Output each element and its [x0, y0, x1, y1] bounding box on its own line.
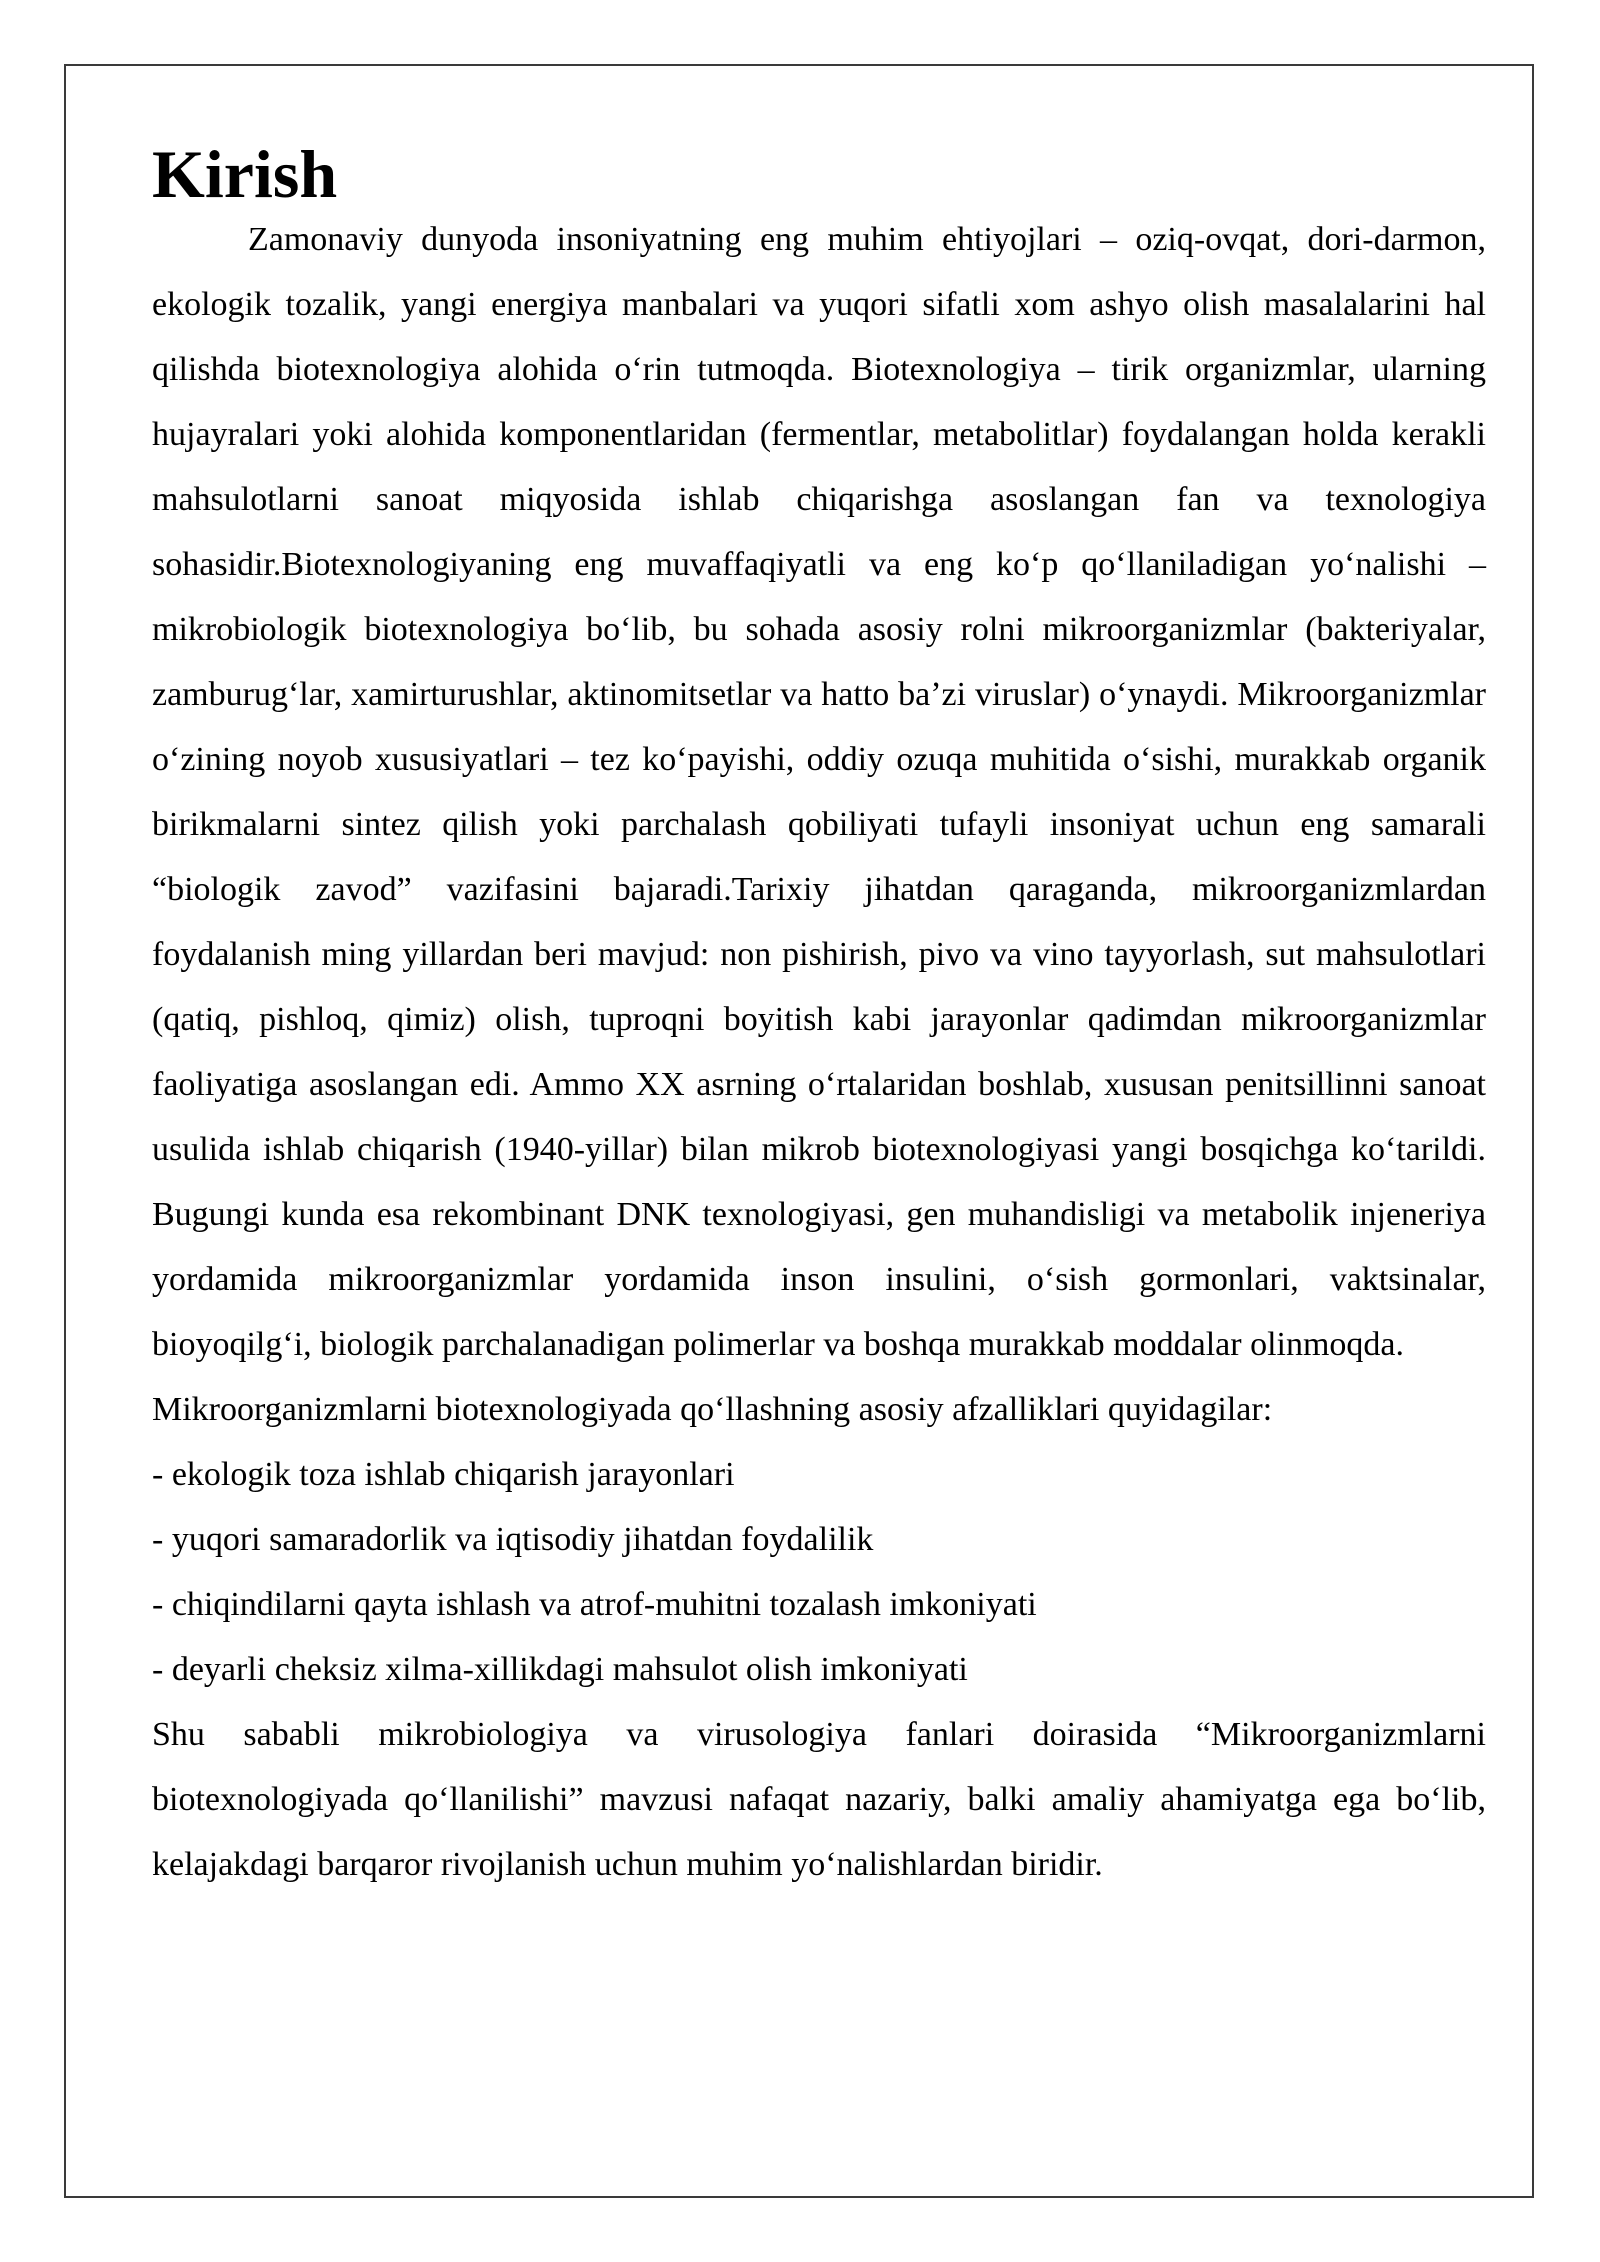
list-item: - deyarli cheksiz xilma-xillikdagi mahsulot olish imkoniyati: [152, 1651, 968, 1688]
intro-paragraph: Zamonaviy dunyoda insoniyatning eng muhim ehtiyojlari – oziq-ovqat, dori-darmon, ekologik tozalik, yangi energiya manbalari va yuqori sifatli xom ashyo olish masalalarini hal qilishda biotexnologiya alohida oʻrin tutmoqda. Biotexnologiya – tirik organizmlar, ularning hujayralari yoki alohida komponentlaridan (fermentlar, metabolitlar) foydalangan holda kerakli mahsulotlarni sanoat miqyosida ishlab chiqarishga asoslangan fan va texnologiya sohasidir.Biotexnologiyaning eng muvaffaqiyatli va eng koʻp qoʻllaniladigan yoʻnalishi – mikrobiologik biotexnologiya boʻlib, bu sohada asosiy rolni mikroorganizmlar (bakteriyalar, zamburugʻlar, xamirturushlar, aktinomitsetlar va hatto baʼzi viruslar) oʻynaydi. Mikroorganizmlar oʻzining noyob xususiyatlari – tez koʻpayishi, oddiy ozuqa muhitida oʻsishi, murakkab organik birikmalarni sintez qilish yoki parchalash qobiliyati tufayli insoniyat uchun eng samarali “biologik zavod” vazifasini bajaradi.Tarixiy jihatdan qaraganda, mikroorganizmlardan foydalanish ming yillardan beri mavjud: non pishirish, pivo va vino tayyorlash, sut mahsulotlari (qatiq, pishloq, qimiz) olish, tuproqni boyitish kabi jarayonlar qadimdan mikroorganizmlar faoliyatiga asoslangan edi. Ammo XX asrning oʻrtalaridan boshlab, xususan penitsillinni sanoat usulida ishlab chiqarish (1940-yillar) bilan mikrob biotexnologiyasi yangi bosqichga koʻtarildi. Bugungi kunda esa rekombinant DNK texnologiyasi, gen muhandisligi va metabolik injeneriya yordamida mikroorganizmlar yordamida inson insulini, oʻsish gormonlari, vaktsinalar, bioyoqilgʻi, biologik parchalanadigan polimerlar va boshqa murakkab moddalar olinmoqda.: [152, 221, 1486, 1363]
advantages-list: [152, 1442, 1486, 1702]
list-item: - yuqori samaradorlik va iqtisodiy jihatdan foydalilik: [152, 1521, 874, 1558]
list-item: - ekologik toza ishlab chiqarish jarayonlari: [152, 1456, 735, 1493]
document-body: [152, 136, 1486, 1897]
list-item: - chiqindilarni qayta ishlash va atrof-muhitni tozalash imkoniyati: [152, 1586, 1037, 1623]
advantages-intro: Mikroorganizmlarni biotexnologiyada qoʻllashning asosiy afzalliklari quyidagilar:: [152, 1391, 1273, 1428]
conclusion-paragraph: Shu sababli mikrobiologiya va virusologiya fanlari doirasida “Mikroorganizmlarni biotexnologiyada qoʻllanilishi” mavzusi nafaqat nazariy, balki amaliy ahamiyatga ega boʻlib, kelajakdagi barqaror rivojlanish uchun muhim yoʻnalishlardan biridir.: [152, 1716, 1486, 1883]
section-heading: Kirish: [152, 136, 338, 212]
